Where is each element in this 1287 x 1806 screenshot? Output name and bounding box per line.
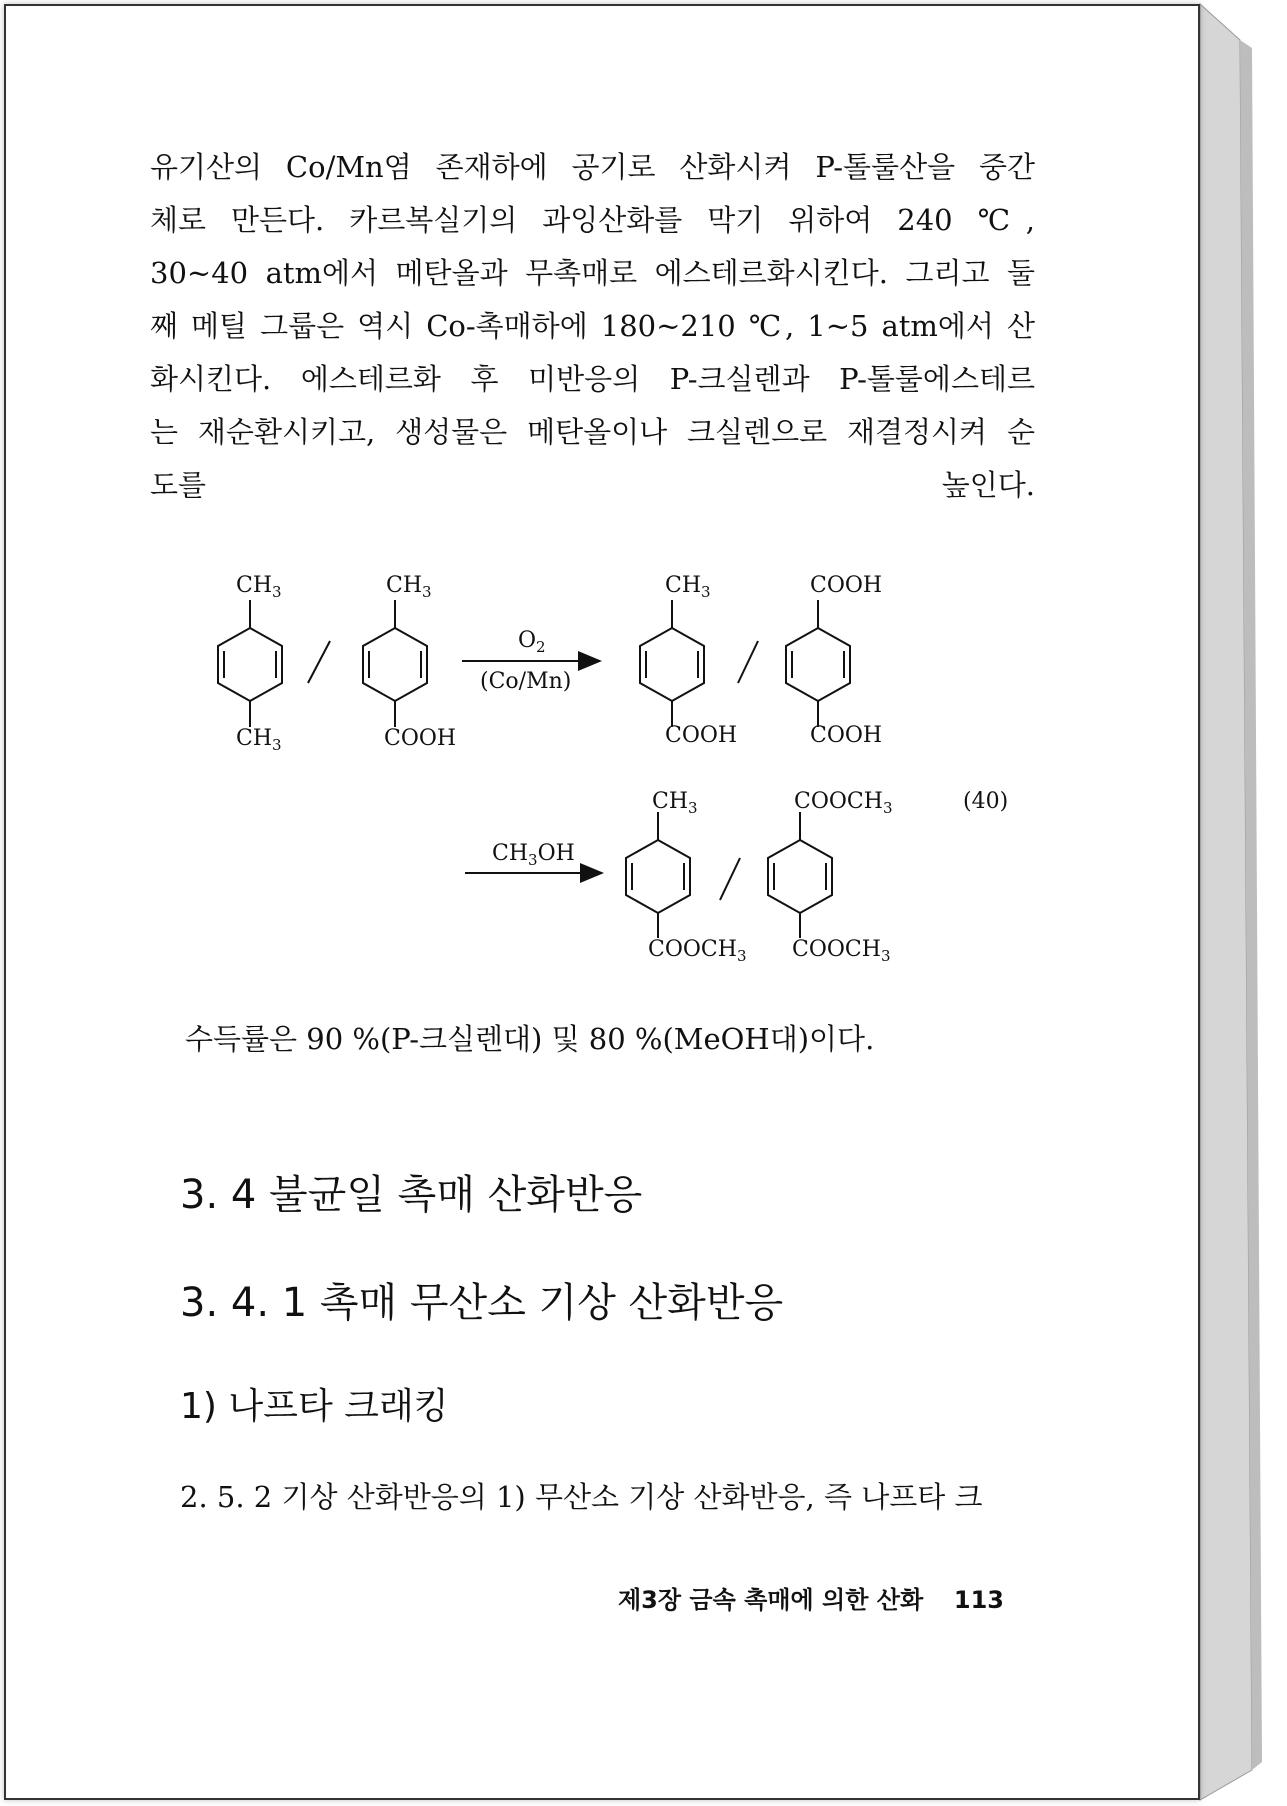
paragraph-1-line-6: 는 재순환시키고, 생성물은 메탄올이나 크실렌으로 재결정시켜 순 [150,415,1035,449]
slash-separator [738,641,758,683]
slash-separator [308,641,330,683]
paragraph-1-line-1: 유기산의 Co/Mn염 존재하에 공기로 산화시켜 P-톨룰산을 중간 [150,150,1035,184]
label-r1-top: $CH_3$ [236,573,282,601]
benzene-ring-para-xylene [218,600,282,727]
paragraph-2: 2. 5. 2 기상 산화반응의 1) 무산소 기상 산화반응, 즉 나프타 크 [180,1480,983,1514]
label-arrow2-top: $CH_3OH$ [492,841,575,869]
label-p1-top: $CH_3$ [665,573,711,601]
footer-chapter: 제3장 금속 촉매에 의한 산화 [618,1586,924,1614]
benzene-ring-product1-row1 [640,600,704,727]
label-arrow1-top: $O_2$ [518,628,546,656]
label-r2-top: $CH_3$ [386,573,432,601]
paragraph-1-line-5: 화시킨다. 에스테르화 후 미반응의 P-크실렌과 P-톨룰에스테르 [150,362,1035,396]
label-p2-bottom: COOH [810,723,883,748]
equation-number: (40) [963,789,1009,814]
item-heading-naphtha-cracking: 1) 나프타 크래킹 [180,1386,449,1427]
page-footer [618,1580,1004,1615]
label-r2-bottom: COOH [384,726,457,751]
page-number: 113 [953,1586,1004,1614]
benzene-ring-p-toluic-acid [363,600,427,727]
label-p2-top: COOH [810,573,883,598]
paragraph-1-line-4: 째 메틸 그룹은 역시 Co-촉매하에 180~210 ℃, 1~5 atm에서 산 [150,309,1035,343]
label-r1-bottom: $CH_3$ [236,726,282,754]
benzene-ring-methyl-p-toluate [626,812,690,938]
label-row2-p2-bottom: $COOCH_3$ [792,937,891,965]
paragraph-1-line-2: 체로 만든다. 카르복실기의 과잉산화를 막기 위하여 240 ℃, [150,203,1035,237]
label-row2-p1-bottom: $COOCH_3$ [648,937,747,965]
benzene-ring-dimethyl-terephthalate [768,812,832,938]
section-heading-3-4: 3. 4 불균일 촉매 산화반응 [180,1172,643,1218]
paragraph-1-line-7: 도를 높인다. [150,468,1035,502]
label-arrow1-bottom: (Co/Mn) [480,669,572,694]
subsection-heading-3-4-1: 3. 4. 1 촉매 무산소 기상 산화반응 [180,1280,784,1326]
yield-text: 수득률은 90 %(P-크실렌대) 및 80 %(MeOH대)이다. [185,1022,875,1056]
label-row2-p1-top: $CH_3$ [652,789,698,817]
label-row2-p2-top: $COOCH_3$ [794,789,893,817]
paragraph-1-line-3: 30~40 atm에서 메탄올과 무촉매로 에스테르화시킨다. 그리고 둘 [150,256,1035,290]
label-p1-bottom: COOH [665,723,738,748]
slash-separator [720,858,740,900]
benzene-ring-terephthalic-acid [786,600,850,727]
